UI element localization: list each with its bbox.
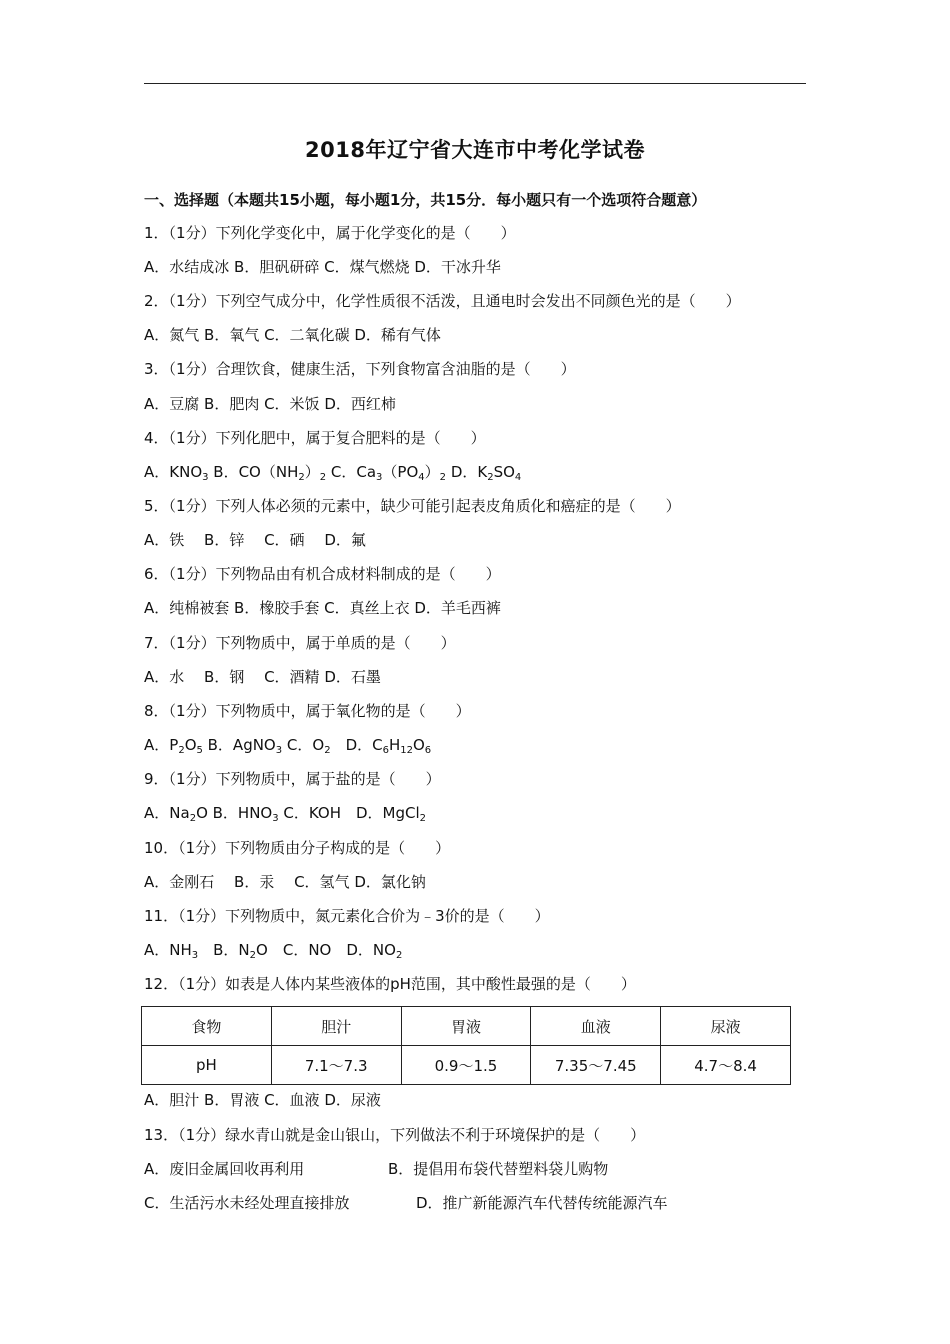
page-title: 2018年辽宁省大连市中考化学试卷 xyxy=(305,138,645,162)
question-6-stem: 6．（1分）下列物品由有机合成材料制成的是（ ） xyxy=(144,565,501,583)
question-1-stem: 1．（1分）下列化学变化中，属于化学变化的是（ ） xyxy=(144,224,516,242)
question-13-option-d: D．推广新能源汽车代替传统能源汽车 xyxy=(416,1194,668,1212)
question-2-stem: 2．（1分）下列空气成分中，化学性质很不活泼，且通电时会发出不同颜色光的是（ ） xyxy=(144,292,741,310)
question-13-stem: 13．（1分）绿水青山就是金山银山，下列做法不利于环境保护的是（ ） xyxy=(144,1126,646,1144)
question-7-options: A．水 B．钢 C．酒精 D．石墨 xyxy=(144,668,381,686)
table-cell: 血液 xyxy=(531,1007,661,1046)
question-11-stem: 11．（1分）下列物质中，氮元素化合价为﹣3价的是（ ） xyxy=(144,907,550,925)
question-13-option-b: B．提倡用布袋代替塑料袋儿购物 xyxy=(388,1160,609,1178)
question-8-options: A．$P_2O_5$ B．AgNO$_3$ C．$O_2$ D．$C_6H_{12}O_6$ xyxy=(144,736,432,756)
table-cell: 0.9～1.5 xyxy=(401,1046,531,1085)
question-6-options: A．纯棉被套 B．橡胶手套 C．真丝上衣 D．羊毛西裤 xyxy=(144,599,501,617)
table-cell: 胆汁 xyxy=(271,1007,401,1046)
question-7-stem: 7．（1分）下列物质中，属于单质的是（ ） xyxy=(144,634,456,652)
question-1-options: A．水结成冰 B．胆矾研碎 C．煤气燃烧 D．干冰升华 xyxy=(144,258,501,276)
table-cell: pH xyxy=(142,1046,272,1085)
question-13-option-a: A．废旧金属回收再利用 xyxy=(144,1160,305,1178)
question-5-stem: 5．（1分）下列人体必须的元素中，缺少可能引起表皮角质化和癌症的是（ ） xyxy=(144,497,681,515)
question-3-options: A．豆腐 B．肥肉 C．米饭 D．西红柿 xyxy=(144,395,396,413)
question-12-stem: 12．（1分）如表是人体内某些液体的pH范围，其中酸性最强的是（ ） xyxy=(144,975,636,993)
table-cell: 食物 xyxy=(142,1007,272,1046)
question-9-options: A．$Na_2O$ B．$HNO_3$ C．KOH D．MgCl$_2$ xyxy=(144,804,427,824)
question-11-options: A．$NH_3$ B．$N_2O$ C．NO D．$NO_2$ xyxy=(144,941,403,961)
question-10-options: A．金刚石 B．汞 C．氢气 D．氯化钠 xyxy=(144,873,426,891)
question-2-options: A．氮气 B．氧气 C．二氧化碳 D．稀有气体 xyxy=(144,326,441,344)
table-cell: 尿液 xyxy=(661,1007,791,1046)
header-rule xyxy=(144,83,806,84)
question-10-stem: 10．（1分）下列物质由分子构成的是（ ） xyxy=(144,839,451,857)
question-4-stem: 4．（1分）下列化肥中，属于复合肥料的是（ ） xyxy=(144,429,486,447)
question-9-stem: 9．（1分）下列物质中，属于盐的是（ ） xyxy=(144,770,441,788)
table-cell: 4.7～8.4 xyxy=(661,1046,791,1085)
table-cell: 7.35～7.45 xyxy=(531,1046,661,1085)
question-8-stem: 8．（1分）下列物质中，属于氧化物的是（ ） xyxy=(144,702,471,720)
ph-table xyxy=(141,1006,791,1085)
question-3-stem: 3．（1分）合理饮食，健康生活，下列食物富含油脂的是（ ） xyxy=(144,360,576,378)
question-4-options: A．$KNO_3$ B．$CO(NH_2)_2$ C．$Ca_3(PO_4)_2$ D．$K_2SO_4$ xyxy=(144,463,522,483)
question-12-options: A．胆汁 B．胃液 C．血液 D．尿液 xyxy=(144,1091,381,1109)
table-cell: 胃液 xyxy=(401,1007,531,1046)
question-13-option-c: C．生活污水未经处理直接排放 xyxy=(144,1194,350,1212)
table-cell: 7.1～7.3 xyxy=(271,1046,401,1085)
section-heading: 一、选择题（本题共15小题，每小题1分，共15分．每小题只有一个选项符合题意） xyxy=(144,191,707,209)
table-header-row xyxy=(142,1007,791,1046)
table-row xyxy=(142,1046,791,1085)
question-5-options: A．铁 B．锌 C．硒 D．氟 xyxy=(144,531,366,549)
